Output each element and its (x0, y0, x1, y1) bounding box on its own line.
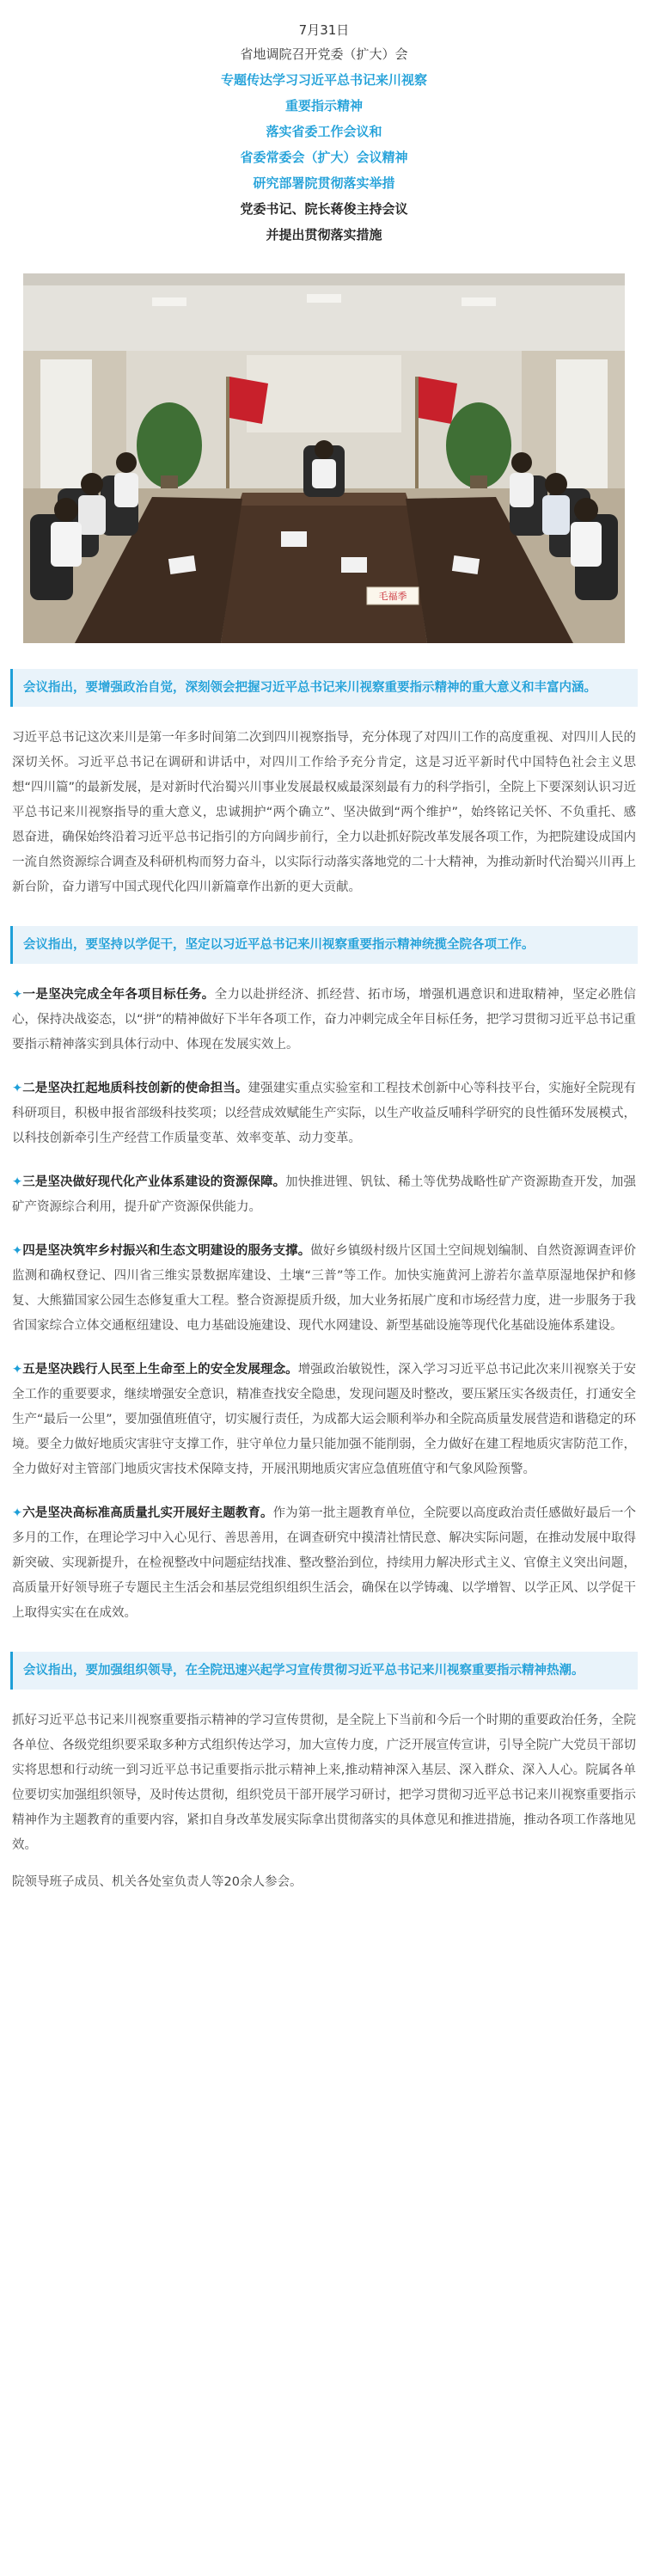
diamond-icon: ✦ (12, 1506, 23, 1520)
section-callout (10, 926, 638, 964)
paragraph-text: 全力以赴拼经济、抓经营、拓市场，增强机遇意识和进取精神，坚定必胜信心，保持决战姿态，以“拼”的精神做好下半年各项工作，奋力冲刺完成全年目标任务，把学习贯彻习近平总书记重要指示精神落实到具体行动中、体现在发展实效上。 (12, 988, 637, 1052)
section-callout (10, 1652, 638, 1690)
measure-lead: 三是坚决做好现代化产业体系建设的资源保障。 (22, 1175, 286, 1189)
measure-paragraph (12, 1358, 636, 1482)
headline-dark-line: 并提出贯彻落实措施 (266, 227, 382, 242)
headline-blue-line: 省委常委会（扩大）会议精神 (240, 150, 408, 165)
article-date: 7月31日 (298, 22, 350, 38)
paragraph-text: 作为第一批主题教育单位，全院要以高度政治责任感做好最后一个多月的工作，在理论学习中入心见行、善思善用，在调查研究中摸清社情民意、解决实际问题，在推动发展中取得新突破、实现新提升，在检视整改中问题症结找准、整改整治到位，持续用力解决形式主义、官僚主义突出问题，高质量开好领导班子专题民主生活会和基层党组织组织生活会，确保在以学铸魂、以学增智、以学正风、以学促干上取得实实在在成效。 (12, 1506, 637, 1620)
paragraph-text: 加快推进锂、钒钛、稀土等优势战略性矿产资源勘查开发，加强矿产资源综合利用，提升矿产资源保供能力。 (12, 1175, 636, 1214)
diamond-icon: ✦ (12, 1082, 23, 1095)
measure-lead: 五是坚决践行人民至上生命至上的安全发展理念。 (22, 1363, 298, 1377)
attendees-line: 院领导班子成员、机关各处室负责人等20余人参会。 (12, 1875, 303, 1889)
measure-paragraph (12, 1170, 636, 1220)
measure-lead: 六是坚决高标准高质量扎实开展好主题教育。 (22, 1506, 273, 1520)
article-header (0, 0, 648, 248)
paragraph-text: 建强建实重点实验室和工程技术创新中心等科技平台，实施好全院现有科研项目，积极申报省部级科技奖项；以经营成效赋能生产实际，以生产收益反哺科学研究的良性循环发展模式，以科技创新牵引生产经营工作质量变革、效率变革、动力变革。 (12, 1082, 636, 1145)
diamond-icon: ✦ (12, 1175, 23, 1189)
measure-paragraph (12, 983, 636, 1058)
body-paragraph (12, 1708, 636, 1858)
headline-blue-line: 落实省委工作会议和 (266, 124, 382, 139)
measure-lead: 四是坚决筑牢乡村振兴和生态文明建设的服务支撑。 (22, 1244, 311, 1258)
body-paragraph (12, 726, 636, 900)
section-callout (10, 669, 638, 707)
diamond-icon: ✦ (12, 988, 23, 1002)
headline-blue-line: 专题传达学习习近平总书记来川视察 (220, 72, 427, 88)
headline-blue-line: 研究部署院贯彻落实举措 (253, 175, 395, 191)
measure-lead: 二是坚决扛起地质科技创新的使命担当。 (22, 1082, 248, 1095)
callout-text: 会议指出，要增强政治自觉，深刻领会把握习近平总书记来川视察重要指示精神的重大意义和丰富内涵。 (23, 681, 596, 695)
nameplate-text: 毛福季 (378, 591, 407, 602)
paragraph-text: 习近平总书记这次来川是第一年多时间第二次到四川视察指导，充分体现了对四川工作的高度重视、对四川人民的深切关怀。习近平总书记在调研和讲话中，对四川工作给予充分肯定，这是习近平新时代中国特色社会主义思想“四川篇”的最新发展，是对新时代治蜀兴川事业发展最权威最深刻最有力的科学指引，全院上下要深刻认识习近平总书记来川视察指导的重大意义，忠诚拥护“两个确立”、坚决做到“两个维护”，始终铭记关怀、不负重托、感恩奋进，确保始终沿着习近平总书记指引的方向阔步前行，全力以赴抓好院改革发展各项工作，为把院建设成国内一流自然资源综合调查及科研机构而努力奋斗，以实际行动落实落地党的二十大精神，为推动新时代治蜀兴川再上新台阶，奋力谱写中国式现代化四川新篇章作出新的更大贡献。 (12, 731, 636, 894)
headline-line: 省地调院召开党委（扩大）会 (240, 46, 408, 62)
measure-paragraph (12, 1501, 636, 1626)
callout-text: 会议指出，要加强组织领导，在全院迅速兴起学习宣传贯彻习近平总书记来川视察重要指示精神热潮。 (23, 1664, 584, 1677)
meeting-photo (23, 273, 625, 643)
measure-paragraph (12, 1239, 636, 1339)
paragraph-text: 做好乡镇级村级片区国土空间规划编制、自然资源调查评价监测和确权登记、四川省三维实景数据库建设、土壤“三普”等工作。加快实施黄河上游若尔盖草原湿地保护和修复、大熊猫国家公园生态修复重大工程。整合资源提质升级，加大业务拓展广度和市场经营力度，进一步服务于我省国家综合立体交通枢纽建设、电力基础设施建设、现代水网建设、新型基础设施等现代化基础设施体系建设。 (12, 1244, 637, 1333)
diamond-icon: ✦ (12, 1244, 23, 1258)
callout-text: 会议指出，要坚持以学促干，坚定以习近平总书记来川视察重要指示精神统揽全院各项工作。 (23, 938, 535, 952)
paragraph-text: 抓好习近平总书记来川视察重要指示精神的学习宣传贯彻，是全院上下当前和今后一个时期的重要政治任务，全院各单位、各级党组织要采取多种方式组织传达学习，加大宣传力度，广泛开展宣传宣讲，引导全院广大党员干部切实将思想和行动统一到习近平总书记重要指示批示精神上来,推动精神深入基层、深入群众、深入人心。院属各单位要切实加强组织领导，及时传达贯彻，组织党员干部开展学习研讨，把学习贯彻习近平总书记来川视察重要指示精神作为主题教育的重要内容，紧扣自身改革发展实际拿出贯彻落实的具体意见和推进措施，推动各项工作落地见效。 (12, 1714, 636, 1852)
diamond-icon: ✦ (12, 1363, 23, 1377)
meeting-room-illustration (23, 273, 625, 643)
headline-dark-line: 党委书记、院长蒋俊主持会议 (240, 201, 408, 217)
headline-blue-line: 重要指示精神 (284, 98, 363, 113)
measure-paragraph (12, 1076, 636, 1151)
paragraph-text: 增强政治敏锐性，深入学习习近平总书记此次来川视察关于安全工作的重要要求，继续增强安全意识，精准查找安全隐患，发现问题及时整改，要压紧压实各级责任，打通安全生产“最后一公里”，要加强值班值守，切实履行责任，为成都大运会顺利举办和全院高质量发展营造和谐稳定的环境。要全力做好地质灾害驻守支撑工作，驻守单位力量只能加强不能削弱，全力做好在建工程地质灾害防范工作，全力做好对主管部门地质灾害技术保障支持，开展汛期地质灾害应急值班值守和气象风险预警。 (12, 1363, 637, 1476)
measure-lead: 一是坚决完成全年各项目标任务。 (22, 988, 215, 1002)
